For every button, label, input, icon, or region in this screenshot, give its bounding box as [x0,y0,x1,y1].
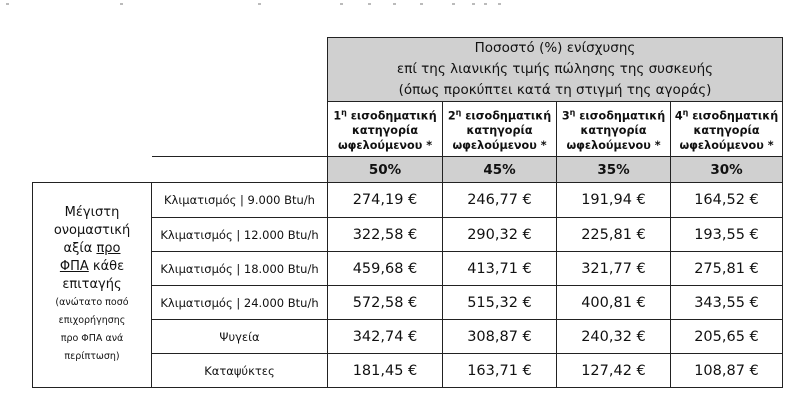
value-cell: 274,19 € [328,183,443,218]
percent-category-1: 50% [328,157,443,183]
empty-corner [33,38,152,157]
value-cell: 321,77 € [557,252,671,286]
value-cell: 193,55 € [671,218,783,252]
value-cell: 205,65 € [671,320,783,354]
value-cell: 275,81 € [671,252,783,286]
income-category-1: $1^\eta$ εισοδηματική κατηγορία ωφελούμενου * [328,102,443,157]
value-cell: 290,32 € [443,218,557,252]
value-cell: 459,68 € [328,252,443,286]
device-label: Ψυγεία [152,320,328,354]
device-label: Κλιματισμός | 24.000 Btu/h [152,286,328,320]
percent-category-4: 30% [671,157,783,183]
income-category-3: $3^\eta$ εισοδηματική κατηγορία ωφελούμενου * [557,102,671,157]
value-cell: 322,58 € [328,218,443,252]
value-cell: 240,32 € [557,320,671,354]
value-cell: 164,52 € [671,183,783,218]
percent-category-2: 45% [443,157,557,183]
value-cell: 246,77 € [443,183,557,218]
value-cell: 127,42 € [557,354,671,388]
header-line-3: (όπως προκύπτει κατά τη στιγμή της αγοράς) [398,82,712,98]
value-cell: 308,87 € [443,320,557,354]
value-cell: 413,71 € [443,252,557,286]
cropped-text-remnant [0,0,810,12]
max-nominal-value-label: Μέγιστη ονομαστική αξία προ ΦΠΑ κάθε επιταγής (ανώτατο ποσό επιχορήγησης προ ΦΠΑ ανά περίπτωση) [33,183,152,388]
value-cell: 191,94 € [557,183,671,218]
header-line-1: Ποσοστό (%) ενίσχυσης [474,40,636,56]
value-cell: 572,58 € [328,286,443,320]
value-cell: 108,87 € [671,354,783,388]
device-label: Κλιματισμός | 9.000 Btu/h [152,183,328,218]
value-cell: 400,81 € [557,286,671,320]
subsidy-percentage-header [328,38,783,102]
income-category-4: $4^\eta$ εισοδηματική κατηγορία ωφελούμενου * [671,102,783,157]
empty-cell [33,157,152,183]
value-cell: 343,55 € [671,286,783,320]
value-cell: 342,74 € [328,320,443,354]
empty-cell-2 [152,157,328,183]
header-line-2: επί της λιανικής τιμής πώλησης της συσκευής [396,61,714,77]
empty-corner-2 [152,38,328,157]
device-label: Καταψύκτες [152,354,328,388]
value-cell: 225,81 € [557,218,671,252]
income-category-2: $2^\eta$ εισοδηματική κατηγορία ωφελούμενου * [443,102,557,157]
table-row [33,183,783,218]
value-cell: 181,45 € [328,354,443,388]
percent-category-3: 35% [557,157,671,183]
subsidy-table [32,37,783,388]
value-cell: 515,32 € [443,286,557,320]
value-cell: 163,71 € [443,354,557,388]
device-label: Κλιματισμός | 18.000 Btu/h [152,252,328,286]
device-label: Κλιματισμός | 12.000 Btu/h [152,218,328,252]
